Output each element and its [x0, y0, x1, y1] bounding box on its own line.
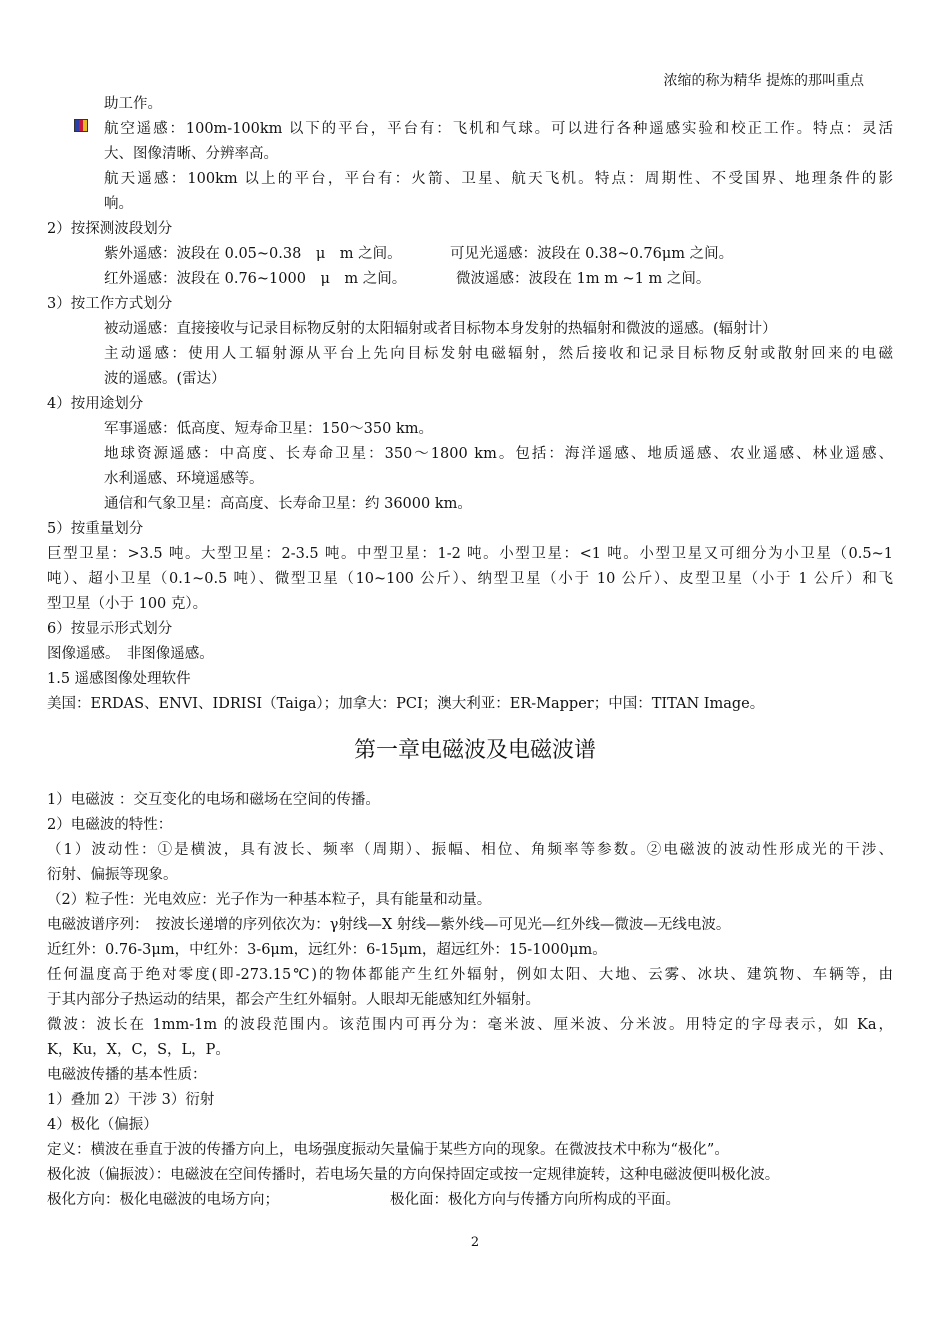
text-line: 美国：ERDAS、ENVI、IDRISI（Taiga）；加拿大：PCI；澳大利亚：ER-Mapper；中国：TITAN Image。 — [47, 696, 765, 712]
text-line — [0, 242, 950, 267]
text-line: 水利遥感、环境遥感等。 — [104, 471, 264, 487]
text-line: 电磁波传播的基本性质： — [47, 1067, 207, 1083]
uv-band: 紫外遥感：波段在 0.05~0.38 μ m 之间。 — [104, 246, 402, 262]
text-line: 航天遥感：100km 以上的平台，平台有：火箭、卫星、航天飞机。特点：周期性、不受国界、地理条件的影 — [104, 171, 893, 187]
text-line: 巨型卫星：>3.5 吨。大型卫星：2-3.5 吨。中型卫星：1-2 吨。小型卫星：<1 吨。小型卫星又可细分为小卫星（0.5~1 — [47, 546, 893, 562]
text-line: 军事遥感：低高度、短寿命卫星：150～350 km。 — [104, 421, 433, 437]
text-line: 4）极化（偏振） — [47, 1117, 158, 1133]
text-line: 衍射、偏振等现象。 — [47, 867, 178, 883]
text-line: 被动遥感：直接接收与记录目标物反射的太阳辐射或者目标物本身发射的热辐射和微波的遥感。(辐射计） — [104, 321, 777, 337]
ir-band: 红外遥感：波段在 0.76~1000 μ m 之间。 — [104, 271, 407, 287]
visible-band: 可见光遥感：波段在 0.38~0.76μm 之间。 — [450, 246, 734, 262]
text-line: 助工作。 — [104, 96, 162, 112]
text-line: 地球资源遥感：中高度、长寿命卫星：350～1800 km。包括：海洋遥感、地质遥感、农业遥感、林业遥感、 — [104, 446, 893, 462]
polarization-plane: 极化面：极化方向与传播方向所构成的平面。 — [390, 1192, 680, 1208]
text-line: 型卫星（小于 100 克）。 — [47, 596, 208, 612]
text-line: 微波：波长在 1mm-1m 的波段范围内。该范围内可再分为：毫米波、厘米波、分米波。用特定的字母表示，如 Ka， — [47, 1017, 893, 1033]
text-line: 响。 — [104, 196, 133, 212]
chapter-body — [0, 788, 950, 1213]
section-heading: 1.5 遥感图像处理软件 — [47, 671, 191, 687]
running-header: 浓缩的称为精华 提炼的那叫重点 — [663, 73, 864, 89]
text-line: 任何温度高于绝对零度(即-273.15℃)的物体都能产生红外辐射，例如太阳、大地、云雾、冰块、建筑物、车辆等，由 — [47, 967, 893, 983]
text-line: 通信和气象卫星：高高度、长寿命卫星：约 36000 km。 — [104, 496, 472, 512]
text-line: 图像遥感。 非图像遥感。 — [47, 646, 214, 662]
text-line: 近红外：0.76-3μm，中红外：3-6μm，远红外：6-15μm，超远红外：15-1000μm。 — [47, 942, 607, 958]
text-line: 电磁波谱序列： 按波长递增的序列依次为：γ射线—X 射线—紫外线—可见光—红外线—微波—无线电波。 — [47, 917, 731, 933]
page-number: 2 — [470, 1235, 480, 1250]
text-line: 2）电磁波的特性： — [47, 817, 173, 833]
text-line: 航空遥感：100m-100km 以下的平台，平台有：飞机和气球。可以进行各种遥感实验和校正工作。特点：灵活 — [104, 121, 893, 137]
remote-sensing-classification — [0, 92, 950, 717]
text-line: （2）粒子性：光电效应：光子作为一种基本粒子，具有能量和动量。 — [47, 892, 492, 908]
chapter-title: 第一章电磁波及电磁波谱 — [353, 738, 596, 763]
section-heading: 5）按重量划分 — [47, 521, 144, 537]
text-line: 于其内部分子热运动的结果，都会产生红外辐射。人眼却无能感知红外辐射。 — [47, 992, 540, 1008]
text-line: 大、图像清晰、分辨率高。 — [104, 146, 278, 162]
polarization-direction: 极化方向：极化电磁波的电场方向； — [47, 1192, 279, 1208]
text-line: 极化波（偏振波）：电磁波在空间传播时，若电场矢量的方向保持固定或按一定规律旋转，这种电磁波便叫极化波。 — [47, 1167, 780, 1183]
section-heading: 2）按探测波段划分 — [47, 221, 173, 237]
text-line: 吨）、超小卫星（0.1~0.5 吨）、微型卫星（10~100 公斤）、纳型卫星（小于 10 公斤）、皮型卫星（小于 1 公斤）和飞 — [47, 571, 893, 587]
microwave-band: 微波遥感：波段在 1m m ~1 m 之间。 — [456, 271, 711, 287]
text-line — [0, 267, 950, 292]
text-line: （1）波动性：①是横波，具有波长、频率（周期）、振幅、相位、角频率等参数。②电磁波的波动性形成光的干涉、 — [47, 842, 893, 858]
text-line: K，Ku，X，C，S，L，P。 — [47, 1042, 230, 1058]
text-line: 主动遥感：使用人工辐射源从平台上先向目标发射电磁辐射，然后接收和记录目标物反射或散射回来的电磁 — [104, 346, 893, 362]
text-line: 1）电磁波 ：交互变化的电场和磁场在空间的传播。 — [47, 792, 380, 808]
text-line: 1）叠加 2）干涉 3）衍射 — [47, 1092, 215, 1108]
text-line: 波的遥感。(雷达） — [104, 371, 226, 387]
text-line — [0, 1188, 950, 1213]
section-heading: 3）按工作方式划分 — [47, 296, 173, 312]
section-heading: 4）按用途划分 — [47, 396, 144, 412]
text-line: 定义：横波在垂直于波的传播方向上，电场强度振动矢量偏于某些方向的现象。在微波技术中称为“极化”。 — [47, 1142, 729, 1158]
section-heading: 6）按显示形式划分 — [47, 621, 173, 637]
